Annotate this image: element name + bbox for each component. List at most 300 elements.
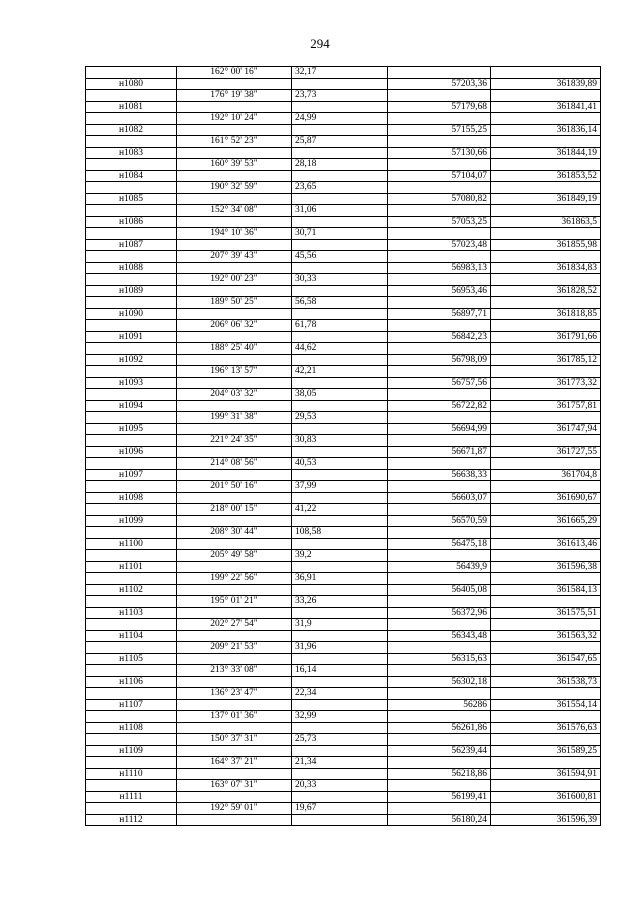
segment-row	[86, 757, 601, 769]
angle-cell: 194° 10' 36"	[177, 228, 292, 240]
distance-cell	[292, 78, 388, 90]
segment-row	[86, 297, 601, 309]
point-cell: н1101	[86, 561, 177, 573]
angle-cell	[177, 354, 292, 366]
segment-row	[86, 780, 601, 792]
angle-cell	[177, 584, 292, 596]
point-cell: н1109	[86, 745, 177, 757]
y-cell	[491, 711, 601, 723]
x-cell	[388, 251, 491, 263]
angle-cell	[177, 400, 292, 412]
point-row	[86, 722, 601, 734]
y-cell: 361828,52	[491, 285, 601, 297]
distance-cell	[292, 745, 388, 757]
segment-row	[86, 389, 601, 401]
point-cell	[86, 481, 177, 493]
point-cell: н1089	[86, 285, 177, 297]
distance-cell: 32,17	[292, 67, 388, 79]
distance-cell: 31,9	[292, 619, 388, 631]
segment-row	[86, 274, 601, 286]
distance-cell: 25,73	[292, 734, 388, 746]
point-row	[86, 584, 601, 596]
y-cell: 361839,89	[491, 78, 601, 90]
page-number: 294	[310, 36, 330, 51]
x-cell: 56842,23	[388, 331, 491, 343]
point-cell: н1100	[86, 538, 177, 550]
segment-row	[86, 113, 601, 125]
x-cell	[388, 734, 491, 746]
distance-cell: 39,2	[292, 550, 388, 562]
point-row	[86, 469, 601, 481]
point-cell	[86, 458, 177, 470]
distance-cell: 108,58	[292, 527, 388, 539]
y-cell	[491, 734, 601, 746]
point-cell	[86, 665, 177, 677]
point-cell	[86, 297, 177, 309]
y-cell: 361600,81	[491, 791, 601, 803]
angle-cell: 199° 31' 38"	[177, 412, 292, 424]
coordinates-table-body	[86, 67, 601, 826]
distance-cell	[292, 492, 388, 504]
point-row	[86, 124, 601, 136]
point-cell: н1112	[86, 814, 177, 826]
distance-cell	[292, 538, 388, 550]
angle-cell: 136° 23' 47"	[177, 688, 292, 700]
distance-cell: 29,53	[292, 412, 388, 424]
y-cell	[491, 136, 601, 148]
x-cell: 56603,07	[388, 492, 491, 504]
angle-cell	[177, 814, 292, 826]
point-cell: н1111	[86, 791, 177, 803]
x-cell	[388, 688, 491, 700]
angle-cell: 205° 49' 58"	[177, 550, 292, 562]
y-cell: 361785,12	[491, 354, 601, 366]
point-cell	[86, 412, 177, 424]
segment-row	[86, 366, 601, 378]
point-row	[86, 78, 601, 90]
point-cell	[86, 734, 177, 746]
distance-cell: 41,22	[292, 504, 388, 516]
point-cell: н1098	[86, 492, 177, 504]
angle-cell	[177, 331, 292, 343]
distance-cell	[292, 446, 388, 458]
distance-cell	[292, 239, 388, 251]
distance-cell: 30,71	[292, 228, 388, 240]
distance-cell: 24,99	[292, 113, 388, 125]
point-cell: н1105	[86, 653, 177, 665]
x-cell	[388, 642, 491, 654]
segment-row	[86, 67, 601, 79]
distance-cell: 44,62	[292, 343, 388, 355]
point-cell: н1097	[86, 469, 177, 481]
x-cell: 56199,41	[388, 791, 491, 803]
point-cell: н1087	[86, 239, 177, 251]
y-cell	[491, 803, 601, 815]
point-row	[86, 561, 601, 573]
x-cell: 56570,59	[388, 515, 491, 527]
segment-row	[86, 596, 601, 608]
x-cell: 56405,08	[388, 584, 491, 596]
x-cell	[388, 504, 491, 516]
point-row	[86, 331, 601, 343]
y-cell	[491, 688, 601, 700]
point-row	[86, 354, 601, 366]
segment-row	[86, 159, 601, 171]
distance-cell	[292, 170, 388, 182]
y-cell: 361589,25	[491, 745, 601, 757]
angle-cell: 201° 50' 16"	[177, 481, 292, 493]
point-cell: н1107	[86, 699, 177, 711]
x-cell: 57080,82	[388, 193, 491, 205]
point-row	[86, 216, 601, 228]
segment-row	[86, 803, 601, 815]
angle-cell: 206° 06' 32"	[177, 320, 292, 332]
x-cell	[388, 780, 491, 792]
y-cell	[491, 665, 601, 677]
x-cell	[388, 274, 491, 286]
point-row	[86, 814, 601, 826]
point-cell: н1081	[86, 101, 177, 113]
distance-cell: 25,87	[292, 136, 388, 148]
point-cell	[86, 159, 177, 171]
segment-row	[86, 711, 601, 723]
point-cell: н1085	[86, 193, 177, 205]
x-cell	[388, 67, 491, 79]
y-cell	[491, 527, 601, 539]
y-cell: 361665,29	[491, 515, 601, 527]
y-cell	[491, 780, 601, 792]
x-cell	[388, 205, 491, 217]
x-cell: 57053,25	[388, 216, 491, 228]
x-cell	[388, 228, 491, 240]
angle-cell	[177, 515, 292, 527]
x-cell: 56343,48	[388, 630, 491, 642]
angle-cell	[177, 308, 292, 320]
x-cell: 56983,13	[388, 262, 491, 274]
angle-cell: 218° 00' 15"	[177, 504, 292, 516]
point-cell	[86, 803, 177, 815]
angle-cell	[177, 791, 292, 803]
angle-cell: 192° 59' 01"	[177, 803, 292, 815]
x-cell	[388, 665, 491, 677]
distance-cell: 42,21	[292, 366, 388, 378]
y-cell	[491, 619, 601, 631]
x-cell	[388, 596, 491, 608]
y-cell: 361727,55	[491, 446, 601, 458]
y-cell	[491, 228, 601, 240]
point-cell	[86, 596, 177, 608]
distance-cell: 19,67	[292, 803, 388, 815]
point-cell	[86, 757, 177, 769]
angle-cell: 160° 39' 53"	[177, 159, 292, 171]
distance-cell	[292, 124, 388, 136]
x-cell: 56239,44	[388, 745, 491, 757]
segment-row	[86, 734, 601, 746]
point-cell	[86, 90, 177, 102]
point-cell	[86, 343, 177, 355]
x-cell	[388, 527, 491, 539]
point-cell	[86, 67, 177, 79]
y-cell: 361704,8	[491, 469, 601, 481]
distance-cell	[292, 699, 388, 711]
point-row	[86, 147, 601, 159]
angle-cell	[177, 193, 292, 205]
angle-cell: 162° 00' 16"	[177, 67, 292, 79]
point-cell: н1088	[86, 262, 177, 274]
segment-row	[86, 527, 601, 539]
y-cell: 361818,85	[491, 308, 601, 320]
point-cell: н1102	[86, 584, 177, 596]
y-cell	[491, 159, 601, 171]
x-cell	[388, 803, 491, 815]
point-cell: н1110	[86, 768, 177, 780]
distance-cell	[292, 630, 388, 642]
distance-cell	[292, 262, 388, 274]
point-row	[86, 676, 601, 688]
angle-cell: 196° 13' 57"	[177, 366, 292, 378]
distance-cell: 36,91	[292, 573, 388, 585]
x-cell: 56439,9	[388, 561, 491, 573]
point-cell	[86, 389, 177, 401]
point-cell: н1093	[86, 377, 177, 389]
point-cell: н1086	[86, 216, 177, 228]
x-cell	[388, 550, 491, 562]
y-cell: 361747,94	[491, 423, 601, 435]
point-row	[86, 262, 601, 274]
segment-row	[86, 550, 601, 562]
distance-cell	[292, 354, 388, 366]
point-cell: н1091	[86, 331, 177, 343]
angle-cell: 189° 50' 25"	[177, 297, 292, 309]
distance-cell: 33,26	[292, 596, 388, 608]
point-cell	[86, 228, 177, 240]
y-cell	[491, 251, 601, 263]
distance-cell: 61,78	[292, 320, 388, 332]
distance-cell: 37,99	[292, 481, 388, 493]
angle-cell	[177, 239, 292, 251]
point-cell	[86, 711, 177, 723]
y-cell: 361547,65	[491, 653, 601, 665]
distance-cell: 31,06	[292, 205, 388, 217]
angle-cell: 207° 39' 43"	[177, 251, 292, 263]
angle-cell: 221° 24' 35"	[177, 435, 292, 447]
y-cell: 361584,13	[491, 584, 601, 596]
y-cell: 361596,38	[491, 561, 601, 573]
angle-cell	[177, 423, 292, 435]
angle-cell	[177, 561, 292, 573]
angle-cell: 213° 33' 08"	[177, 665, 292, 677]
distance-cell: 31,96	[292, 642, 388, 654]
x-cell: 56722,82	[388, 400, 491, 412]
x-cell	[388, 389, 491, 401]
segment-row	[86, 251, 601, 263]
y-cell	[491, 481, 601, 493]
y-cell	[491, 458, 601, 470]
x-cell: 57023,48	[388, 239, 491, 251]
distance-cell	[292, 469, 388, 481]
distance-cell	[292, 400, 388, 412]
x-cell	[388, 458, 491, 470]
y-cell: 361841,41	[491, 101, 601, 113]
x-cell: 56315,63	[388, 653, 491, 665]
point-row	[86, 400, 601, 412]
point-cell: н1096	[86, 446, 177, 458]
x-cell: 56475,18	[388, 538, 491, 550]
angle-cell: 204° 03' 32"	[177, 389, 292, 401]
y-cell: 361855,98	[491, 239, 601, 251]
segment-row	[86, 228, 601, 240]
x-cell: 57130,66	[388, 147, 491, 159]
angle-cell: 137° 01' 36"	[177, 711, 292, 723]
angle-cell	[177, 78, 292, 90]
y-cell	[491, 757, 601, 769]
angle-cell: 192° 00' 23"	[177, 274, 292, 286]
segment-row	[86, 573, 601, 585]
point-row	[86, 515, 601, 527]
distance-cell: 30,33	[292, 274, 388, 286]
angle-cell	[177, 216, 292, 228]
y-cell	[491, 182, 601, 194]
x-cell: 56694,99	[388, 423, 491, 435]
distance-cell	[292, 515, 388, 527]
angle-cell	[177, 768, 292, 780]
point-cell	[86, 113, 177, 125]
x-cell	[388, 159, 491, 171]
point-row	[86, 239, 601, 251]
y-cell: 361773,32	[491, 377, 601, 389]
distance-cell	[292, 423, 388, 435]
y-cell: 361863,5	[491, 216, 601, 228]
point-cell	[86, 136, 177, 148]
y-cell	[491, 113, 601, 125]
angle-cell: 190° 32' 59"	[177, 182, 292, 194]
angle-cell	[177, 124, 292, 136]
y-cell: 361844,19	[491, 147, 601, 159]
y-cell	[491, 389, 601, 401]
distance-cell	[292, 377, 388, 389]
y-cell: 361563,32	[491, 630, 601, 642]
x-cell	[388, 573, 491, 585]
distance-cell: 45,56	[292, 251, 388, 263]
angle-cell: 164° 37' 21"	[177, 757, 292, 769]
angle-cell	[177, 170, 292, 182]
segment-row	[86, 182, 601, 194]
distance-cell: 38,05	[292, 389, 388, 401]
x-cell: 56218,86	[388, 768, 491, 780]
point-row	[86, 768, 601, 780]
x-cell	[388, 366, 491, 378]
distance-cell	[292, 584, 388, 596]
point-cell: н1099	[86, 515, 177, 527]
segment-row	[86, 343, 601, 355]
x-cell: 56798,09	[388, 354, 491, 366]
x-cell: 56757,56	[388, 377, 491, 389]
x-cell	[388, 320, 491, 332]
point-cell: н1094	[86, 400, 177, 412]
point-cell: н1082	[86, 124, 177, 136]
angle-cell: 188° 25' 40"	[177, 343, 292, 355]
y-cell	[491, 297, 601, 309]
angle-cell: 195° 01' 21"	[177, 596, 292, 608]
point-cell: н1104	[86, 630, 177, 642]
point-cell	[86, 320, 177, 332]
y-cell: 361575,51	[491, 607, 601, 619]
point-cell	[86, 780, 177, 792]
point-cell	[86, 205, 177, 217]
x-cell	[388, 757, 491, 769]
point-row	[86, 446, 601, 458]
point-cell	[86, 573, 177, 585]
x-cell: 56180,24	[388, 814, 491, 826]
distance-cell	[292, 722, 388, 734]
point-row	[86, 193, 601, 205]
segment-row	[86, 665, 601, 677]
segment-row	[86, 458, 601, 470]
distance-cell	[292, 101, 388, 113]
x-cell: 56302,18	[388, 676, 491, 688]
distance-cell	[292, 676, 388, 688]
y-cell: 361594,91	[491, 768, 601, 780]
distance-cell: 23,65	[292, 182, 388, 194]
y-cell	[491, 504, 601, 516]
distance-cell	[292, 216, 388, 228]
point-cell: н1084	[86, 170, 177, 182]
angle-cell: 176° 19' 38"	[177, 90, 292, 102]
point-cell: н1108	[86, 722, 177, 734]
point-cell: н1090	[86, 308, 177, 320]
angle-cell: 214° 08' 56"	[177, 458, 292, 470]
x-cell	[388, 182, 491, 194]
point-cell: н1080	[86, 78, 177, 90]
point-cell	[86, 251, 177, 263]
distance-cell	[292, 814, 388, 826]
y-cell: 361538,73	[491, 676, 601, 688]
distance-cell: 21,34	[292, 757, 388, 769]
y-cell	[491, 320, 601, 332]
y-cell: 361836,14	[491, 124, 601, 136]
segment-row	[86, 136, 601, 148]
y-cell	[491, 573, 601, 585]
angle-cell	[177, 262, 292, 274]
angle-cell: 202° 27' 54"	[177, 619, 292, 631]
angle-cell	[177, 538, 292, 550]
angle-cell	[177, 676, 292, 688]
distance-cell	[292, 331, 388, 343]
y-cell	[491, 412, 601, 424]
y-cell	[491, 550, 601, 562]
point-cell	[86, 366, 177, 378]
y-cell	[491, 435, 601, 447]
x-cell: 57155,25	[388, 124, 491, 136]
y-cell	[491, 596, 601, 608]
point-row	[86, 170, 601, 182]
angle-cell: 192° 10' 24"	[177, 113, 292, 125]
x-cell: 56953,46	[388, 285, 491, 297]
x-cell: 56261,86	[388, 722, 491, 734]
angle-cell: 150° 37' 31"	[177, 734, 292, 746]
point-cell	[86, 435, 177, 447]
distance-cell	[292, 308, 388, 320]
angle-cell	[177, 745, 292, 757]
angle-cell	[177, 469, 292, 481]
y-cell: 361757,81	[491, 400, 601, 412]
y-cell: 361849,19	[491, 193, 601, 205]
point-cell: н1092	[86, 354, 177, 366]
angle-cell: 199° 22' 56"	[177, 573, 292, 585]
distance-cell: 40,53	[292, 458, 388, 470]
x-cell: 57203,36	[388, 78, 491, 90]
y-cell	[491, 90, 601, 102]
